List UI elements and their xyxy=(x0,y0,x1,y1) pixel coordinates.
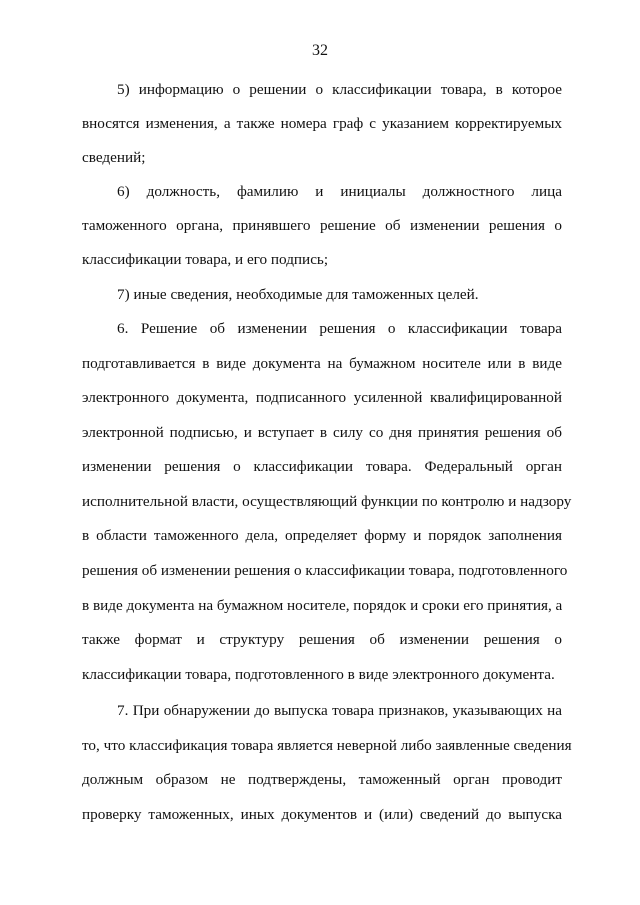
text-line: изменении решения о классификации товара. Федеральный орган xyxy=(82,458,562,475)
text-line: 6) должность, фамилию и инициалы должностного лица xyxy=(117,183,562,200)
text-line: 7. При обнаружении до выпуска товара признаков, указывающих на xyxy=(117,702,562,719)
text-line: проверку таможенных, иных документов и (или) сведений до выпуска xyxy=(82,806,562,823)
text-line: классификации товара, подготовленного в виде электронного документа. xyxy=(82,666,555,683)
text-line: подготавливается в виде документа на бумажном носителе или в виде xyxy=(82,355,562,372)
text-line: в области таможенного дела, определяет форму и порядок заполнения xyxy=(82,527,562,544)
text-line: 6. Решение об изменении решения о классификации товара xyxy=(117,320,562,337)
text-line: в виде документа на бумажном носителе, порядок и сроки его принятия, а xyxy=(82,597,563,614)
text-line: таможенного органа, принявшего решение об изменении решения о xyxy=(82,217,562,234)
text-line: вносятся изменения, а также номера граф с указанием корректируемых xyxy=(82,115,562,132)
text-line: сведений; xyxy=(82,149,146,166)
text-line: должным образом не подтверждены, таможенный орган проводит xyxy=(82,771,562,788)
page-number: 32 xyxy=(312,42,328,59)
text-line: 5) информацию о решении о классификации товара, в которое xyxy=(117,81,562,98)
text-line: решения об изменении решения о классификации товара, подготовленного xyxy=(82,562,568,579)
text-line: исполнительной власти, осуществляющий функции по контролю и надзору xyxy=(82,493,572,510)
text-line: то, что классификация товара является неверной либо заявленные сведения xyxy=(82,737,572,754)
text-line: классификации товара, и его подпись; xyxy=(82,251,329,268)
text-line: электронной подписью, и вступает в силу со дня принятия решения об xyxy=(82,424,562,441)
text-line: также формат и структуру решения об изменении решения о xyxy=(82,631,562,648)
text-line: электронного документа, подписанного усиленной квалифицированной xyxy=(82,389,562,406)
text-line: 7) иные сведения, необходимые для таможенных целей. xyxy=(117,286,479,303)
